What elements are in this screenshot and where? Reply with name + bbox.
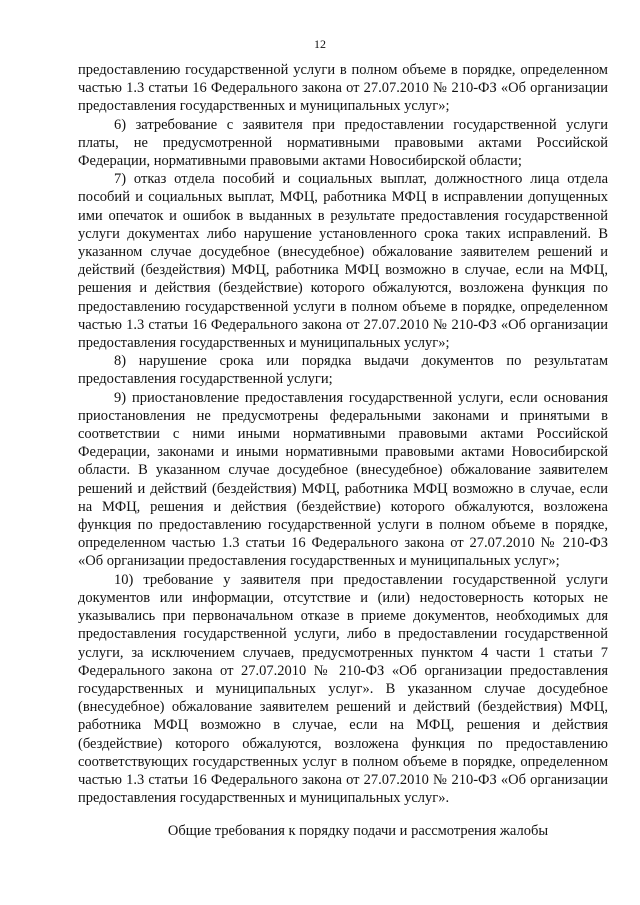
paragraph-item-8: 8) нарушение срока или порядка выдачи документов по результатам предоставления государственной услуги; <box>78 353 608 388</box>
paragraph-item-10: 10) требование у заявителя при предоставлении государственной услуги документов или информации, отсутствие и (или) недостоверность которых не указывались при первоначальном отказе в приеме документов, необходимых для предоставления государственной услуги, либо в предоставлении государственной услуги, за исключением случаев, предусмотренных пунктом 4 части 1 статьи 7 Федерального закона от 27.07.2010 № 210-ФЗ «Об организации предоставления государственных и муниципальных услуг». В указанном случае досудебное (внесудебное) обжалование заявителем решений и действий (бездействия) МФЦ, работника МФЦ возможно в случае, если на МФЦ, решения и действия (бездействие) которого обжалуются, возложена функция по предоставлению соответствующих государственных услуг в полном объеме в порядке, определенном частью 1.3 статьи 16 Федерального закона от 27.07.2010 № 210-ФЗ «Об организации предоставления государственных и муниципальных услуг». <box>78 571 608 807</box>
page-number: 12 <box>314 37 326 51</box>
paragraph-continuation: предоставлению государственной услуги в полном объеме в порядке, определенном частью 1.3 статьи 16 Федерального закона от 27.07.2010 № 210-ФЗ «Об организации предоставления государственных и муниципальных услуг»; <box>78 62 608 115</box>
paragraph-item-7: 7) отказ отдела пособий и социальных выплат, должностного лица отдела пособий и социальных выплат, МФЦ, работника МФЦ в исправлении допущенных ими опечаток и ошибок в выданных в результате предоставления государственной услуги документах либо нарушение установленного срока таких исправлений. В указанном случае досудебное (внесудебное) обжалование заявителем решений и действий (бездействия) МФЦ, работника МФЦ возможно в случае, если на МФЦ, решения и действия (бездействие) которого обжалуются, возложена функция по предоставлению государственной услуги в полном объеме в порядке, определенном частью 1.3 статьи 16 Федерального закона от 27.07.2010 № 210-ФЗ «Об организации предоставления государственных и муниципальных услуг»; <box>78 171 608 352</box>
paragraph-item-9: 9) приостановление предоставления государственной услуги, если основания приостановления не предусмотрены федеральными законами и принятыми в соответствии с ними иными нормативными правовыми актами Российской Федерации, законами и иными нормативными правовыми актами Новосибирской области. В указанном случае досудебное (внесудебное) обжалование заявителем решений и действий (бездействия) МФЦ, работника МФЦ возможно в случае, если на МФЦ, решения и действия (бездействие) которого обжалуются, возложена функция по предоставлению государственной услуги в полном объеме в порядке, определенном частью 1.3 статьи 16 Федерального закона от 27.07.2010 № 210-ФЗ «Об организации предоставления государственных и муниципальных услуг»; <box>78 389 608 570</box>
document-body <box>78 61 608 807</box>
paragraph-item-6: 6) затребование с заявителя при предоставлении государственной услуги платы, не предусмотренной нормативными правовыми актами Российской Федерации, нормативными правовыми актами Новосибирской области; <box>78 116 608 170</box>
section-heading: Общие требования к порядку подачи и рассмотрения жалобы <box>167 823 549 839</box>
